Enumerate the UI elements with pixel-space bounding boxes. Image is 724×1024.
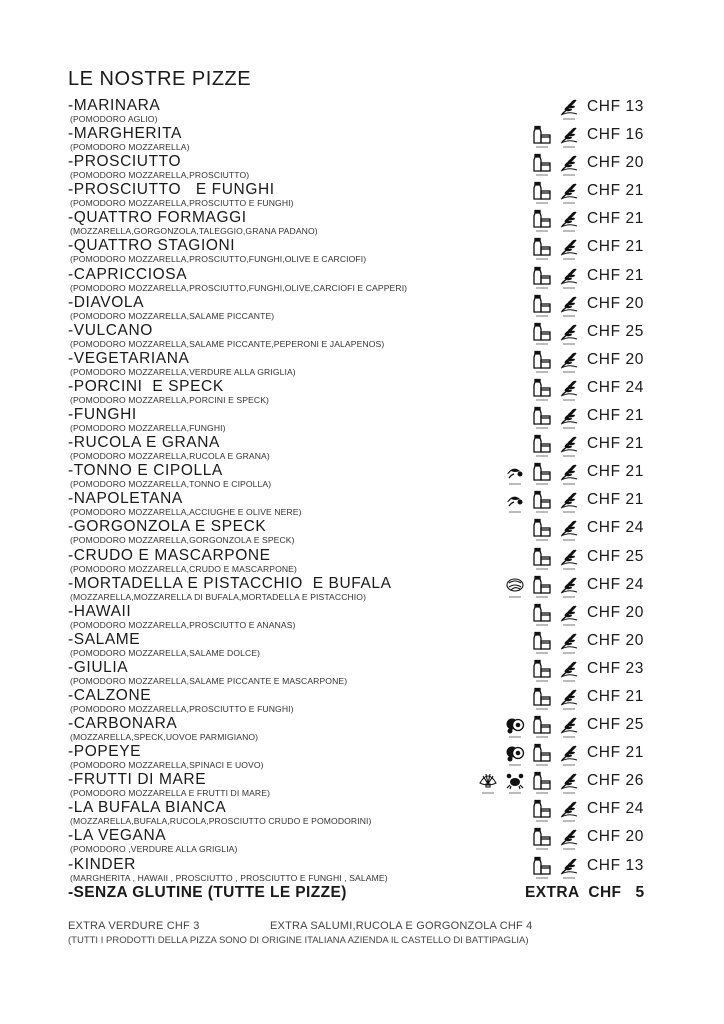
pizza-price: CHF 23 — [587, 659, 645, 677]
milk-icon — [531, 799, 553, 825]
pizza-price: CHF 25 — [587, 322, 645, 340]
allergen-icons — [531, 827, 580, 853]
menu-item — [68, 687, 658, 715]
allergen-icons — [531, 322, 580, 348]
gluten-icon — [558, 659, 580, 685]
pizza-ingredients: (MARGHERITA , HAWAII , PROSCIUTTO , PROSCIUTTO E FUNGHI , SALAME) — [70, 872, 388, 883]
menu-item — [68, 827, 658, 855]
pizza-ingredients: (POMODORO ,VERDURE ALLA GRIGLIA) — [70, 844, 238, 855]
menu-item — [68, 294, 658, 322]
pizza-price: CHF 24 — [587, 575, 645, 593]
pizza-name: -GIULIA — [68, 658, 129, 676]
pizza-ingredients: (POMODORO MOZZARELLA,TONNO E CIPOLLA) — [70, 479, 272, 490]
gluten-icon — [558, 771, 580, 797]
allergen-icons — [531, 406, 580, 432]
pizza-name: -MARGHERITA — [68, 125, 182, 143]
milk-icon — [531, 181, 553, 207]
menu-item — [68, 771, 658, 799]
gluten-icon — [558, 125, 580, 151]
pizza-name: -FUNGHI — [68, 406, 137, 424]
pizza-ingredients: (POMODORO MOZZARELLA,PROSCIUTTO) — [70, 170, 250, 181]
menu-item — [68, 266, 658, 294]
pizza-name: -CAPRICCIOSA — [68, 265, 188, 283]
menu-item — [68, 237, 658, 265]
pizza-price: CHF 21 — [587, 266, 645, 284]
pizza-price: CHF 20 — [587, 631, 645, 649]
gluten-icon — [558, 350, 580, 376]
milk-icon — [531, 294, 553, 320]
pizza-price: CHF 21 — [587, 491, 645, 509]
pizza-name: -SALAME — [68, 630, 141, 648]
pizza-name: -NAPOLETANA — [68, 490, 183, 508]
pizza-name: -KINDER — [68, 855, 136, 873]
egg-icon — [504, 743, 526, 769]
pizza-price: CHF 13 — [587, 856, 645, 874]
gluten-icon — [558, 181, 580, 207]
pizza-name: -CRUDO E MASCARPONE — [68, 546, 271, 564]
gluten-icon — [558, 743, 580, 769]
pizza-price: CHF 21 — [587, 463, 645, 481]
milk-icon — [531, 856, 553, 882]
allergen-icons — [504, 743, 580, 769]
allergen-icons — [531, 603, 580, 629]
allergen-icons — [531, 237, 580, 263]
menu-item — [68, 547, 658, 575]
pizza-name: -RUCOLA E GRANA — [68, 434, 220, 452]
pizza-price: CHF 21 — [587, 182, 645, 200]
allergen-icons — [504, 575, 580, 601]
milk-icon — [531, 266, 553, 292]
allergen-icons — [531, 350, 580, 376]
crustacean-icon — [504, 771, 526, 797]
extra-verdure: EXTRA VERDURE CHF 3 — [68, 920, 200, 932]
pizza-ingredients: (MOZZARELLA,BUFALA,RUCOLA,PROSCIUTTO CRUDO E POMODORINI) — [70, 816, 372, 827]
pizza-name: -DIAVOLA — [68, 293, 145, 311]
allergen-icons — [531, 153, 580, 179]
pizza-ingredients: (POMODORO MOZZARELLA,PORCINI E SPECK) — [70, 394, 269, 405]
gluten-free-price: EXTRA CHF 5 — [525, 884, 645, 901]
pizza-price: CHF 21 — [587, 687, 645, 705]
gluten-icon — [558, 547, 580, 573]
menu-item — [68, 97, 658, 125]
menu-item — [68, 603, 658, 631]
extra-salumi: EXTRA SALUMI,RUCOLA E GORGONZOLA CHF 4 — [270, 920, 533, 932]
pizza-price: CHF 13 — [587, 98, 645, 115]
gluten-free-label: -SENZA GLUTINE (TUTTE LE PIZZE) — [68, 884, 347, 901]
pizza-ingredients: (POMODORO MOZZARELLA,FUNGHI) — [70, 423, 226, 434]
pizza-price: CHF 16 — [587, 126, 645, 144]
menu-item — [68, 575, 658, 603]
pizza-name: -PROSCIUTTO E FUNGHI — [68, 181, 275, 199]
menu-item — [68, 125, 658, 153]
gluten-icon — [558, 856, 580, 882]
menu-item — [68, 350, 658, 378]
gluten-icon — [558, 518, 580, 544]
milk-icon — [531, 462, 553, 488]
milk-icon — [531, 603, 553, 629]
pizza-price: CHF 20 — [587, 350, 645, 368]
pizza-price: CHF 20 — [587, 154, 645, 172]
milk-icon — [531, 547, 553, 573]
milk-icon — [531, 743, 553, 769]
gluten-free-row — [68, 884, 678, 902]
page-title: LE NOSTRE PIZZE — [68, 68, 252, 90]
allergen-icons — [531, 181, 580, 207]
gluten-icon — [558, 294, 580, 320]
pizza-name: -CARBONARA — [68, 715, 178, 733]
fish-icon — [504, 462, 526, 488]
menu-item — [68, 209, 658, 237]
milk-icon — [531, 434, 553, 460]
pizza-ingredients: (POMODORO MOZZARELLA,SALAME DOLCE) — [70, 647, 261, 658]
milk-icon — [531, 406, 553, 432]
gluten-icon — [558, 687, 580, 713]
gluten-icon — [558, 631, 580, 657]
allergen-icons — [531, 434, 580, 460]
menu-item — [68, 490, 658, 518]
mollusc-icon — [477, 771, 499, 797]
allergen-icons — [531, 856, 580, 882]
menu-item — [68, 462, 658, 490]
pizza-name: -PROSCIUTTO — [68, 153, 182, 171]
pizza-price: CHF 25 — [587, 716, 645, 734]
gluten-icon — [558, 378, 580, 404]
milk-icon — [531, 687, 553, 713]
allergen-icons — [531, 125, 580, 151]
pizza-ingredients: (POMODORO MOZZARELLA,ACCIUGHE E OLIVE NERE) — [70, 507, 302, 518]
milk-icon — [531, 575, 553, 601]
pizza-name: -HAWAII — [68, 602, 132, 620]
gluten-icon — [558, 799, 580, 825]
pizza-price: CHF 20 — [587, 828, 645, 846]
allergen-icons — [504, 462, 580, 488]
pizza-price: CHF 24 — [587, 378, 645, 396]
pizza-price: CHF 20 — [587, 603, 645, 621]
milk-icon — [531, 659, 553, 685]
allergen-icons — [531, 799, 580, 825]
extras — [68, 920, 533, 932]
menu-item — [68, 518, 658, 546]
pizza-price: CHF 26 — [587, 772, 645, 790]
milk-icon — [531, 827, 553, 853]
allergen-icons — [477, 771, 580, 797]
allergen-icons — [531, 294, 580, 320]
pizza-name: -VEGETARIANA — [68, 349, 190, 367]
pizza-name: -POPEYE — [68, 743, 142, 761]
pizza-name: -CALZONE — [68, 686, 152, 704]
menu-item — [68, 743, 658, 771]
allergen-icons — [531, 659, 580, 685]
gluten-icon — [558, 434, 580, 460]
pizza-ingredients: (POMODORO MOZZARELLA,PROSCIUTTO E FUNGHI) — [70, 703, 294, 714]
fish-icon — [504, 490, 526, 516]
pizza-ingredients: (POMODORO AGLIO) — [70, 114, 158, 124]
pizza-price: CHF 20 — [587, 294, 645, 312]
milk-icon — [531, 490, 553, 516]
allergen-icons — [531, 266, 580, 292]
menu-item — [68, 715, 658, 743]
milk-icon — [531, 153, 553, 179]
menu-item — [68, 434, 658, 462]
milk-icon — [531, 518, 553, 544]
pizza-ingredients: (POMODORO MOZZARELLA,PROSCIUTTO,FUNGHI,OLIVE E CARCIOFI) — [70, 254, 367, 265]
pizza-name: -LA BUFALA BIANCA — [68, 799, 227, 817]
pizza-ingredients: (POMODORO MOZZARELLA,CRUDO E MASCARPONE) — [70, 563, 297, 574]
milk-icon — [531, 715, 553, 741]
gluten-icon — [558, 153, 580, 179]
gluten-icon — [558, 322, 580, 348]
pizza-ingredients: (POMODORO MOZZARELLA,SALAME PICCANTE,PEPERONI E JALAPENOS) — [70, 338, 385, 349]
allergen-icons — [531, 547, 580, 573]
pizza-ingredients: (POMODORO MOZZARELLA,SPINACI E UOVO) — [70, 760, 264, 771]
menu-item — [68, 153, 658, 181]
pizza-price: CHF 25 — [587, 547, 645, 565]
gluten-icon — [558, 715, 580, 741]
pizza-price: CHF 21 — [587, 210, 645, 228]
pizza-ingredients: (MOZZARELLA,MOZZARELLA DI BUFALA,MORTADELLA E PISTACCHIO) — [70, 591, 367, 602]
gluten-icon — [558, 266, 580, 292]
allergen-icons — [531, 687, 580, 713]
menu-item — [68, 322, 658, 350]
menu-item — [68, 631, 658, 659]
pizza-name: -QUATTRO STAGIONI — [68, 237, 236, 255]
allergen-icons — [531, 631, 580, 657]
pizza-ingredients: (MOZZARELLA,SPECK,UOVOE PARMIGIANO) — [70, 732, 259, 743]
menu-item — [68, 799, 658, 827]
pizza-ingredients: (POMODORO MOZZARELLA,SALAME PICCANTE E MASCARPONE) — [70, 675, 348, 686]
allergen-icons — [531, 209, 580, 235]
milk-icon — [531, 237, 553, 263]
egg-icon — [504, 715, 526, 741]
milk-icon — [531, 209, 553, 235]
pizza-ingredients: (POMODORO MOZZARELLA,GORGONZOLA E SPECK) — [70, 535, 295, 546]
gluten-icon — [558, 237, 580, 263]
pizza-ingredients: (POMODORO MOZZARELLA,SALAME PICCANTE) — [70, 310, 275, 321]
gluten-icon — [558, 406, 580, 432]
pizza-name: -GORGONZOLA E SPECK — [68, 518, 267, 536]
pizza-price: CHF 21 — [587, 744, 645, 762]
pizza-name: -VULCANO — [68, 321, 153, 339]
pizza-ingredients: (POMODORO MOZZARELLA,PROSCIUTTO E FUNGHI) — [70, 198, 294, 209]
gluten-icon — [558, 575, 580, 601]
milk-icon — [531, 771, 553, 797]
gluten-icon — [558, 97, 580, 123]
menu-item — [68, 659, 658, 687]
pizza-name: -TONNO E CIPOLLA — [68, 462, 223, 480]
origin-note: (TUTTI I PRODOTTI DELLA PIZZA SONO DI ORIGINE ITALIANA AZIENDA IL CASTELLO DI BATTIPAGLIA) — [68, 935, 529, 946]
pizza-ingredients: (POMODORO MOZZARELLA E FRUTTI DI MARE) — [70, 788, 271, 799]
gluten-icon — [558, 462, 580, 488]
allergen-icons — [531, 518, 580, 544]
pizza-ingredients: (POMODORO MOZZARELLA,PROSCIUTTO E ANANAS) — [70, 619, 296, 630]
pizza-list — [68, 97, 658, 884]
pizza-price: CHF 24 — [587, 800, 645, 818]
menu-item — [68, 406, 658, 434]
pizza-ingredients: (POMODORO MOZZARELLA,VERDURE ALLA GRIGLIA) — [70, 366, 296, 377]
pizza-name: -MARINARA — [68, 97, 161, 114]
allergen-icons — [558, 97, 580, 123]
pizza-name: -LA VEGANA — [68, 827, 167, 845]
gluten-icon — [558, 603, 580, 629]
pizza-ingredients: (POMODORO MOZZARELLA,RUCOLA E GRANA) — [70, 451, 270, 462]
pizza-price: CHF 21 — [587, 435, 645, 453]
allergen-icons — [504, 490, 580, 516]
milk-icon — [531, 322, 553, 348]
pizza-price: CHF 21 — [587, 238, 645, 256]
nuts-icon — [504, 575, 526, 601]
milk-icon — [531, 350, 553, 376]
gluten-icon — [558, 209, 580, 235]
menu-item — [68, 856, 658, 884]
pizza-ingredients: (POMODORO MOZZARELLA,PROSCIUTTO,FUNGHI,OLIVE,CARCIOFI E CAPPERI) — [70, 282, 408, 293]
milk-icon — [531, 631, 553, 657]
milk-icon — [531, 378, 553, 404]
allergen-icons — [504, 715, 580, 741]
pizza-ingredients: (MOZZARELLA,GORGONZOLA,TALEGGIO,GRANA PADANO) — [70, 226, 318, 237]
gluten-icon — [558, 490, 580, 516]
pizza-ingredients: (POMODORO MOZZARELLA) — [70, 142, 190, 153]
pizza-name: -MORTADELLA E PISTACCHIO E BUFALA — [68, 574, 392, 592]
allergen-icons — [531, 378, 580, 404]
menu-item — [68, 378, 658, 406]
pizza-price: CHF 21 — [587, 407, 645, 425]
pizza-name: -PORCINI E SPECK — [68, 377, 224, 395]
gluten-icon — [558, 827, 580, 853]
milk-icon — [531, 125, 553, 151]
pizza-name: -QUATTRO FORMAGGI — [68, 209, 247, 227]
pizza-name: -FRUTTI DI MARE — [68, 771, 207, 789]
pizza-price: CHF 24 — [587, 519, 645, 537]
menu-item — [68, 181, 658, 209]
